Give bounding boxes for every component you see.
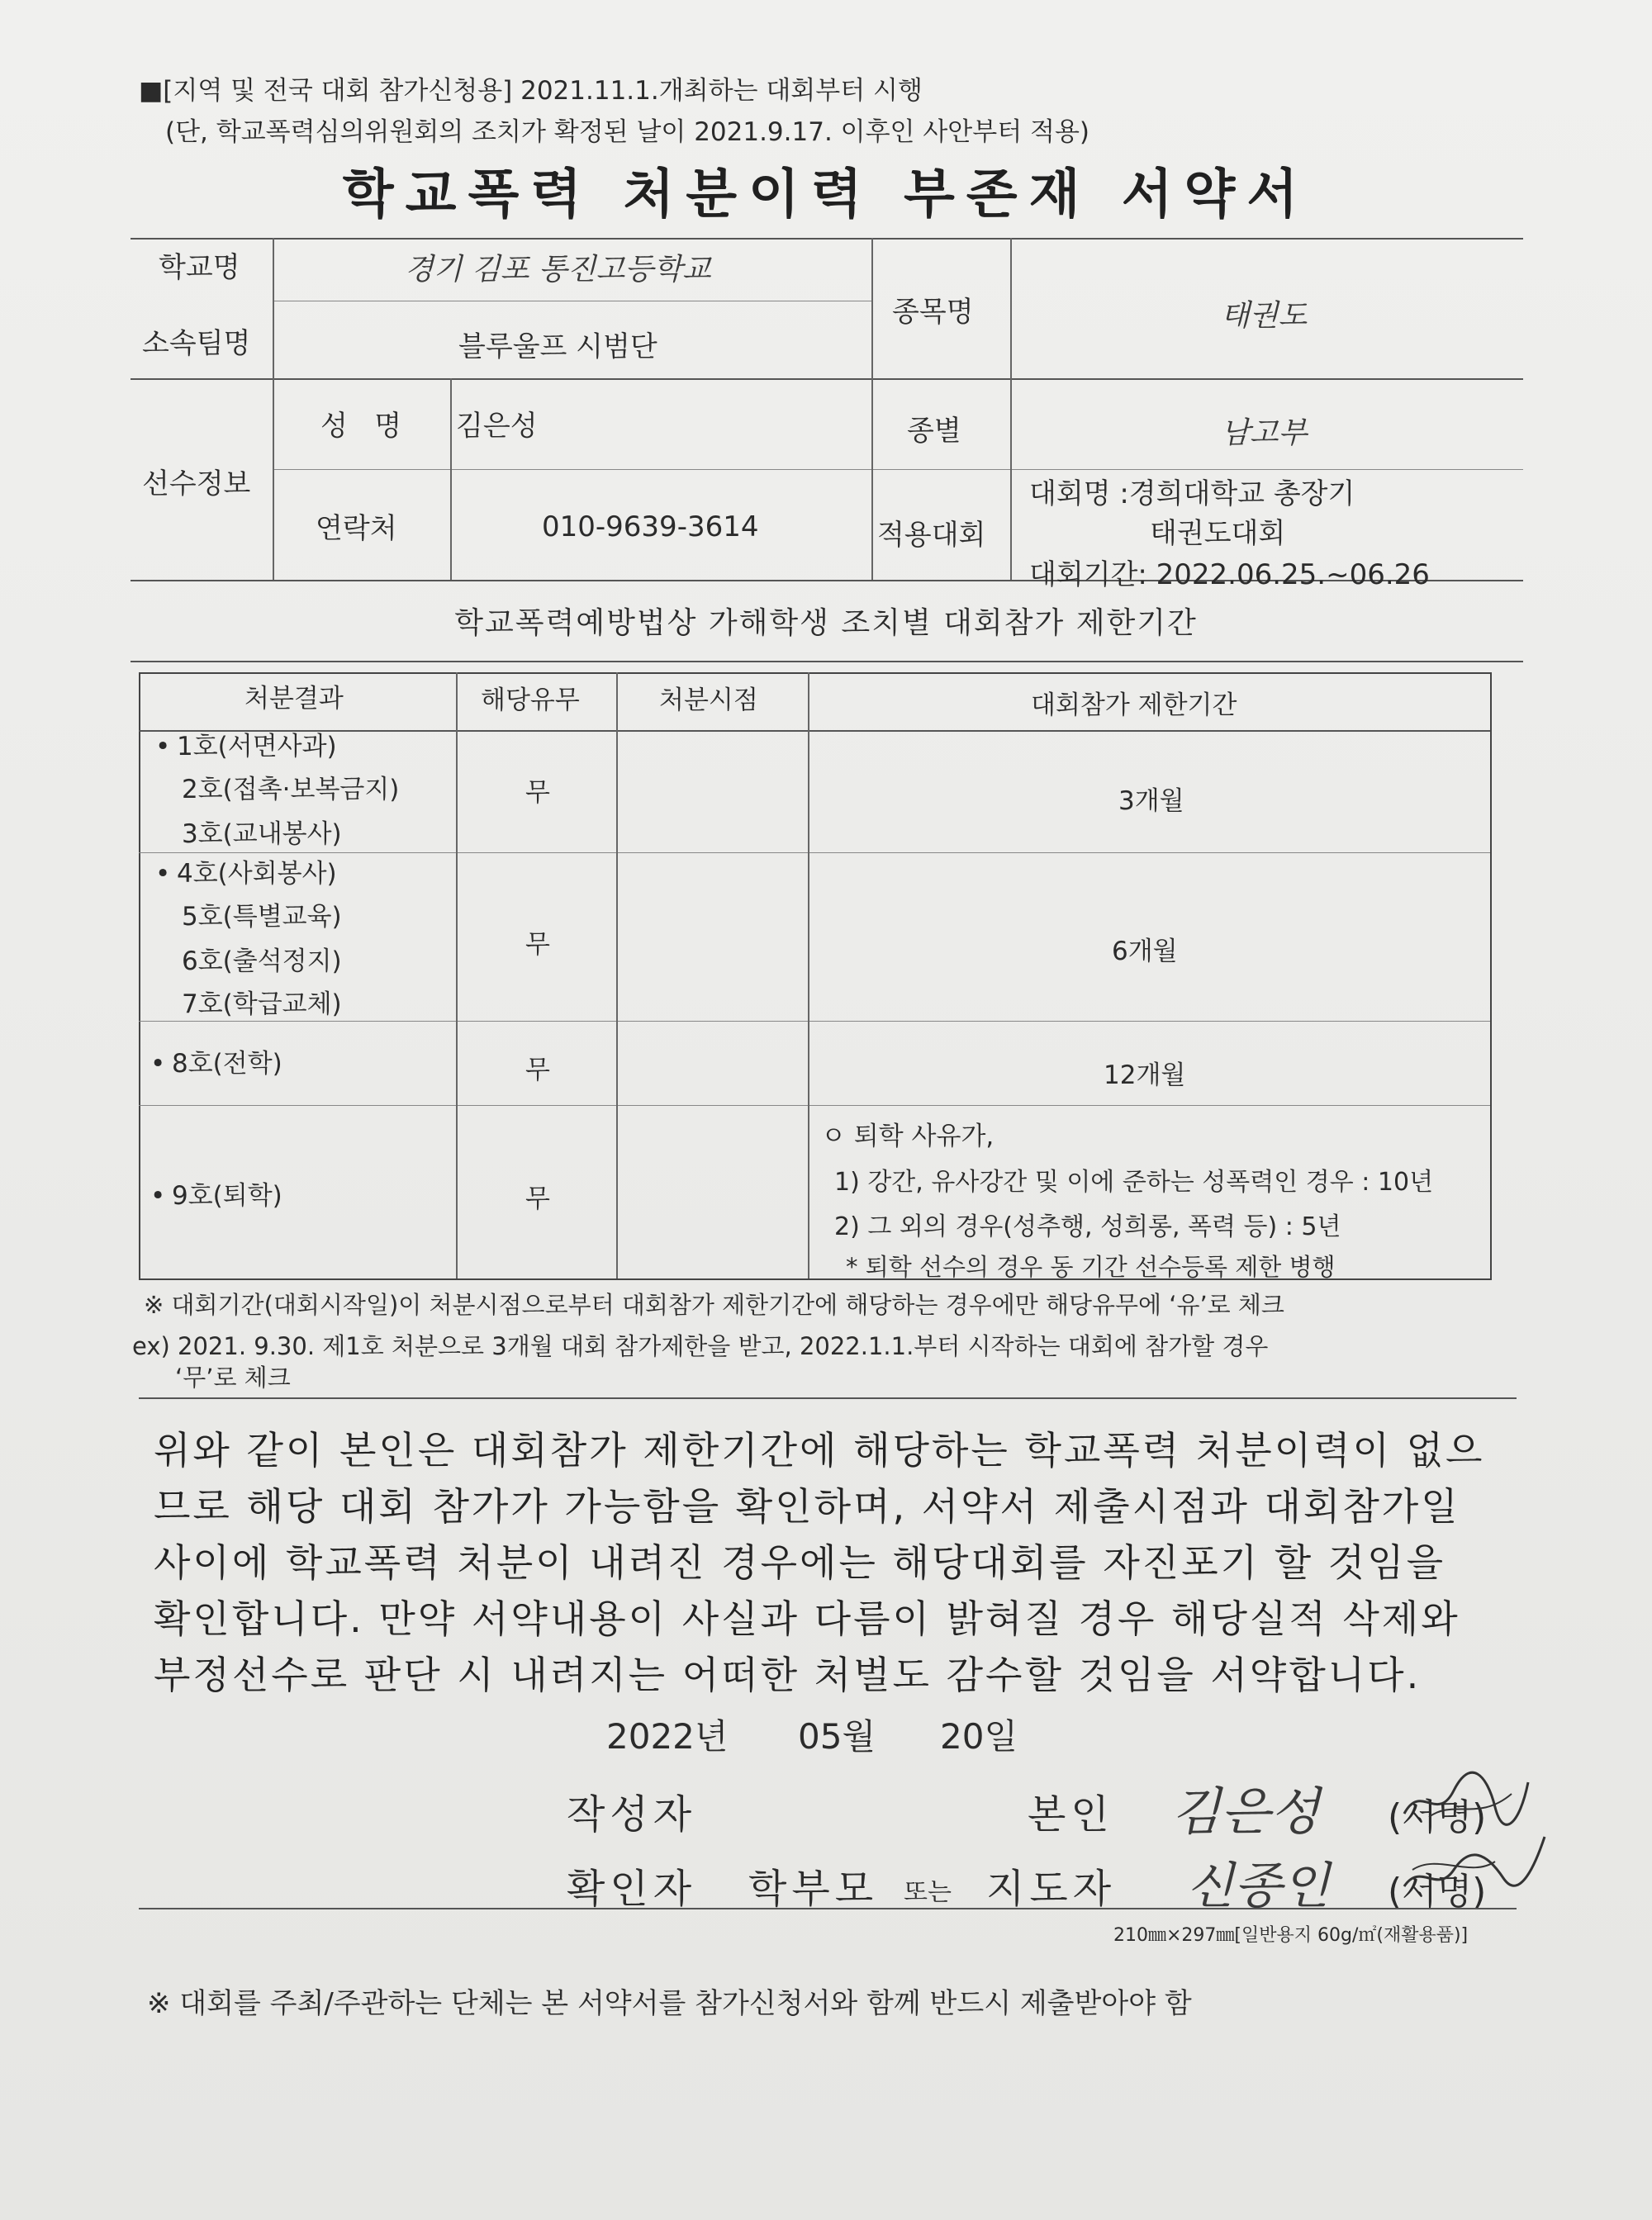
info-row-divider-2 (273, 469, 1523, 470)
parent-label: 학부모 (748, 1866, 879, 1912)
info-table-top-border (131, 238, 1523, 240)
row4-item-1: • 9호(퇴학) (150, 1181, 282, 1211)
confirmer-label: 확인자 (567, 1866, 697, 1912)
limits-col-1 (456, 672, 458, 1278)
date-day: 20일 (940, 1716, 1018, 1757)
row1-item-2: 2호(접촉·보복금지) (182, 775, 400, 804)
row4-limit-line-4: * 퇴학 선수의 경우 동 기간 선수등록 제한 병행 (846, 1253, 1336, 1281)
document-title: 학교폭력 처분이력 부존재 서약서 (342, 164, 1310, 225)
writer-signature-name: 김은성 (1171, 1781, 1320, 1842)
info-col-divider-3 (871, 238, 873, 580)
footer-note: ※ 대회를 주최/주관하는 단체는 본 서약서를 참가신청서와 함께 반드시 제출받아야 함 (147, 1987, 1192, 2020)
row4-limit-line-3: 2) 그 외의 경우(성추행, 성희롱, 폭력 등) : 5년 (834, 1212, 1341, 1241)
row4-limit-line-1: ㅇ 퇴학 사유가, (821, 1122, 995, 1151)
header-line-2: (단, 학교폭력심의위원회의 조치가 확정된 날이 2021.9.17. 이후인 사안부터 적용) (165, 117, 1089, 147)
limits-row-rule-2 (139, 1021, 1490, 1022)
row1-item-3: 3호(교내봉사) (182, 819, 342, 849)
confirmer-signature-scribble (1388, 1829, 1553, 1911)
limits-col-2 (616, 672, 618, 1278)
limits-col-3 (808, 672, 809, 1278)
header-line-1: ■[지역 및 전국 대회 참가신청용] 2021.11.1.개최하는 대회부터 시행 (139, 76, 923, 106)
limits-row-rule-1 (139, 852, 1490, 853)
row3-limit: 12개월 (1104, 1060, 1186, 1090)
notes-rule (139, 1397, 1517, 1399)
note-1: ※ 대회기간(대회시작일)이 처분시점으로부터 대회참가 제한기간에 해당하는 경우에만 해당유무에 ‘유’로 체크 (144, 1291, 1284, 1319)
category-label: 종별 (907, 415, 961, 448)
info-col-divider-1 (273, 238, 274, 580)
row2-limit: 6개월 (1112, 937, 1178, 966)
event-label: 종목명 (892, 296, 974, 329)
event-value: 태권도 (1221, 299, 1308, 333)
coach-label: 지도자 (986, 1866, 1117, 1912)
row4-applicable: 무 (525, 1184, 550, 1214)
pledge-line-5: 부정선수로 판단 시 내려지는 어떠한 처벌도 감수할 것임을 서약합니다. (154, 1653, 1422, 1697)
info-table-divider (131, 378, 1523, 380)
paper-spec: 210㎜×297㎜[일반용지 60g/㎡(재활용품)] (1113, 1925, 1469, 1946)
confirmer-seal-label: (서명) (1388, 1871, 1487, 1913)
info-col-divider-4 (1010, 238, 1012, 580)
row2-item-2: 5호(특별교육) (182, 902, 342, 932)
competition-name-line2: 태권도대회 (1150, 517, 1286, 550)
note-3: ‘무’로 체크 (175, 1364, 291, 1392)
section-title: 학교폭력예방법상 가해학생 조치별 대회참가 제한기간 (454, 606, 1198, 640)
limits-header-rule (139, 730, 1490, 732)
pledge-line-4: 확인합니다. 만약 서약내용이 사실과 다름이 밝혀질 경우 해당실적 삭제와 (154, 1596, 1460, 1641)
signature-rule (139, 1908, 1517, 1909)
writer-signature-scribble (1396, 1766, 1536, 1832)
row1-item-1: • 1호(서면사과) (155, 732, 337, 761)
row2-item-3: 6호(출석정지) (182, 946, 342, 976)
competition-period: 대회기간: 2022.06.25.~06.26 (1029, 558, 1430, 591)
row1-limit: 3개월 (1118, 786, 1184, 816)
or-label: 또는 (904, 1878, 952, 1907)
note-2: ex) 2021. 9.30. 제1호 처분으로 3개월 대회 참가제한을 받고, 2022.1.1.부터 시작하는 대회에 참가할 경우 (132, 1332, 1269, 1360)
pledge-line-3: 사이에 학교폭력 처분이 내려진 경우에는 해당대회를 자진포기 할 것임을 (154, 1540, 1446, 1585)
row4-limit-line-2: 1) 강간, 유사강간 및 이에 준하는 성폭력인 경우 : 10년 (834, 1168, 1434, 1197)
name-value: 김은성 (456, 410, 538, 443)
limits-row-rule-3 (139, 1105, 1490, 1106)
contact-label: 연락처 (316, 512, 397, 545)
row3-item-1: • 8호(전학) (150, 1049, 282, 1079)
team-label: 소속팀명 (142, 327, 251, 360)
contact-value: 010-9639-3614 (542, 510, 759, 543)
header-date: 처분시점 (659, 685, 758, 715)
self-label: 본인 (1028, 1791, 1114, 1838)
school-value: 경기 김포 통진고등학교 (405, 253, 711, 287)
name-label: 성 명 (320, 410, 402, 443)
row2-item-4: 7호(학급교체) (182, 989, 342, 1019)
header-applicable: 해당유무 (481, 685, 580, 715)
section-rule (131, 661, 1523, 662)
info-col-divider-2 (450, 378, 452, 580)
school-label: 학교명 (159, 251, 240, 284)
category-value: 남고부 (1221, 416, 1308, 450)
player-info-label: 선수정보 (142, 467, 251, 500)
pledge-line-2: 므로 해당 대회 참가가 가능함을 확인하며, 서약서 제출시점과 대회참가일 (154, 1484, 1460, 1529)
date-year: 2022년 (606, 1716, 729, 1757)
writer-seal-label: (서명) (1388, 1796, 1487, 1838)
pledge-line-1: 위와 같이 본인은 대회참가 제한기간에 해당하는 학교폭력 처분이력이 없으 (154, 1428, 1485, 1473)
competition-name-line1: 대회명 :경희대학교 총장기 (1029, 477, 1355, 510)
date-month: 05월 (798, 1716, 876, 1757)
row2-item-1: • 4호(사회봉사) (155, 859, 337, 889)
competition-label: 적용대회 (877, 519, 986, 552)
header-result: 처분결과 (244, 684, 344, 714)
row2-applicable: 무 (525, 930, 550, 960)
row3-applicable: 무 (525, 1055, 550, 1085)
writer-label: 작성자 (567, 1791, 697, 1838)
header-limit: 대회참가 제한기간 (1031, 690, 1237, 720)
row1-applicable: 무 (525, 778, 550, 808)
confirmer-signature-name: 신종인 (1186, 1857, 1330, 1915)
team-value: 블루울프 시범단 (458, 330, 657, 363)
